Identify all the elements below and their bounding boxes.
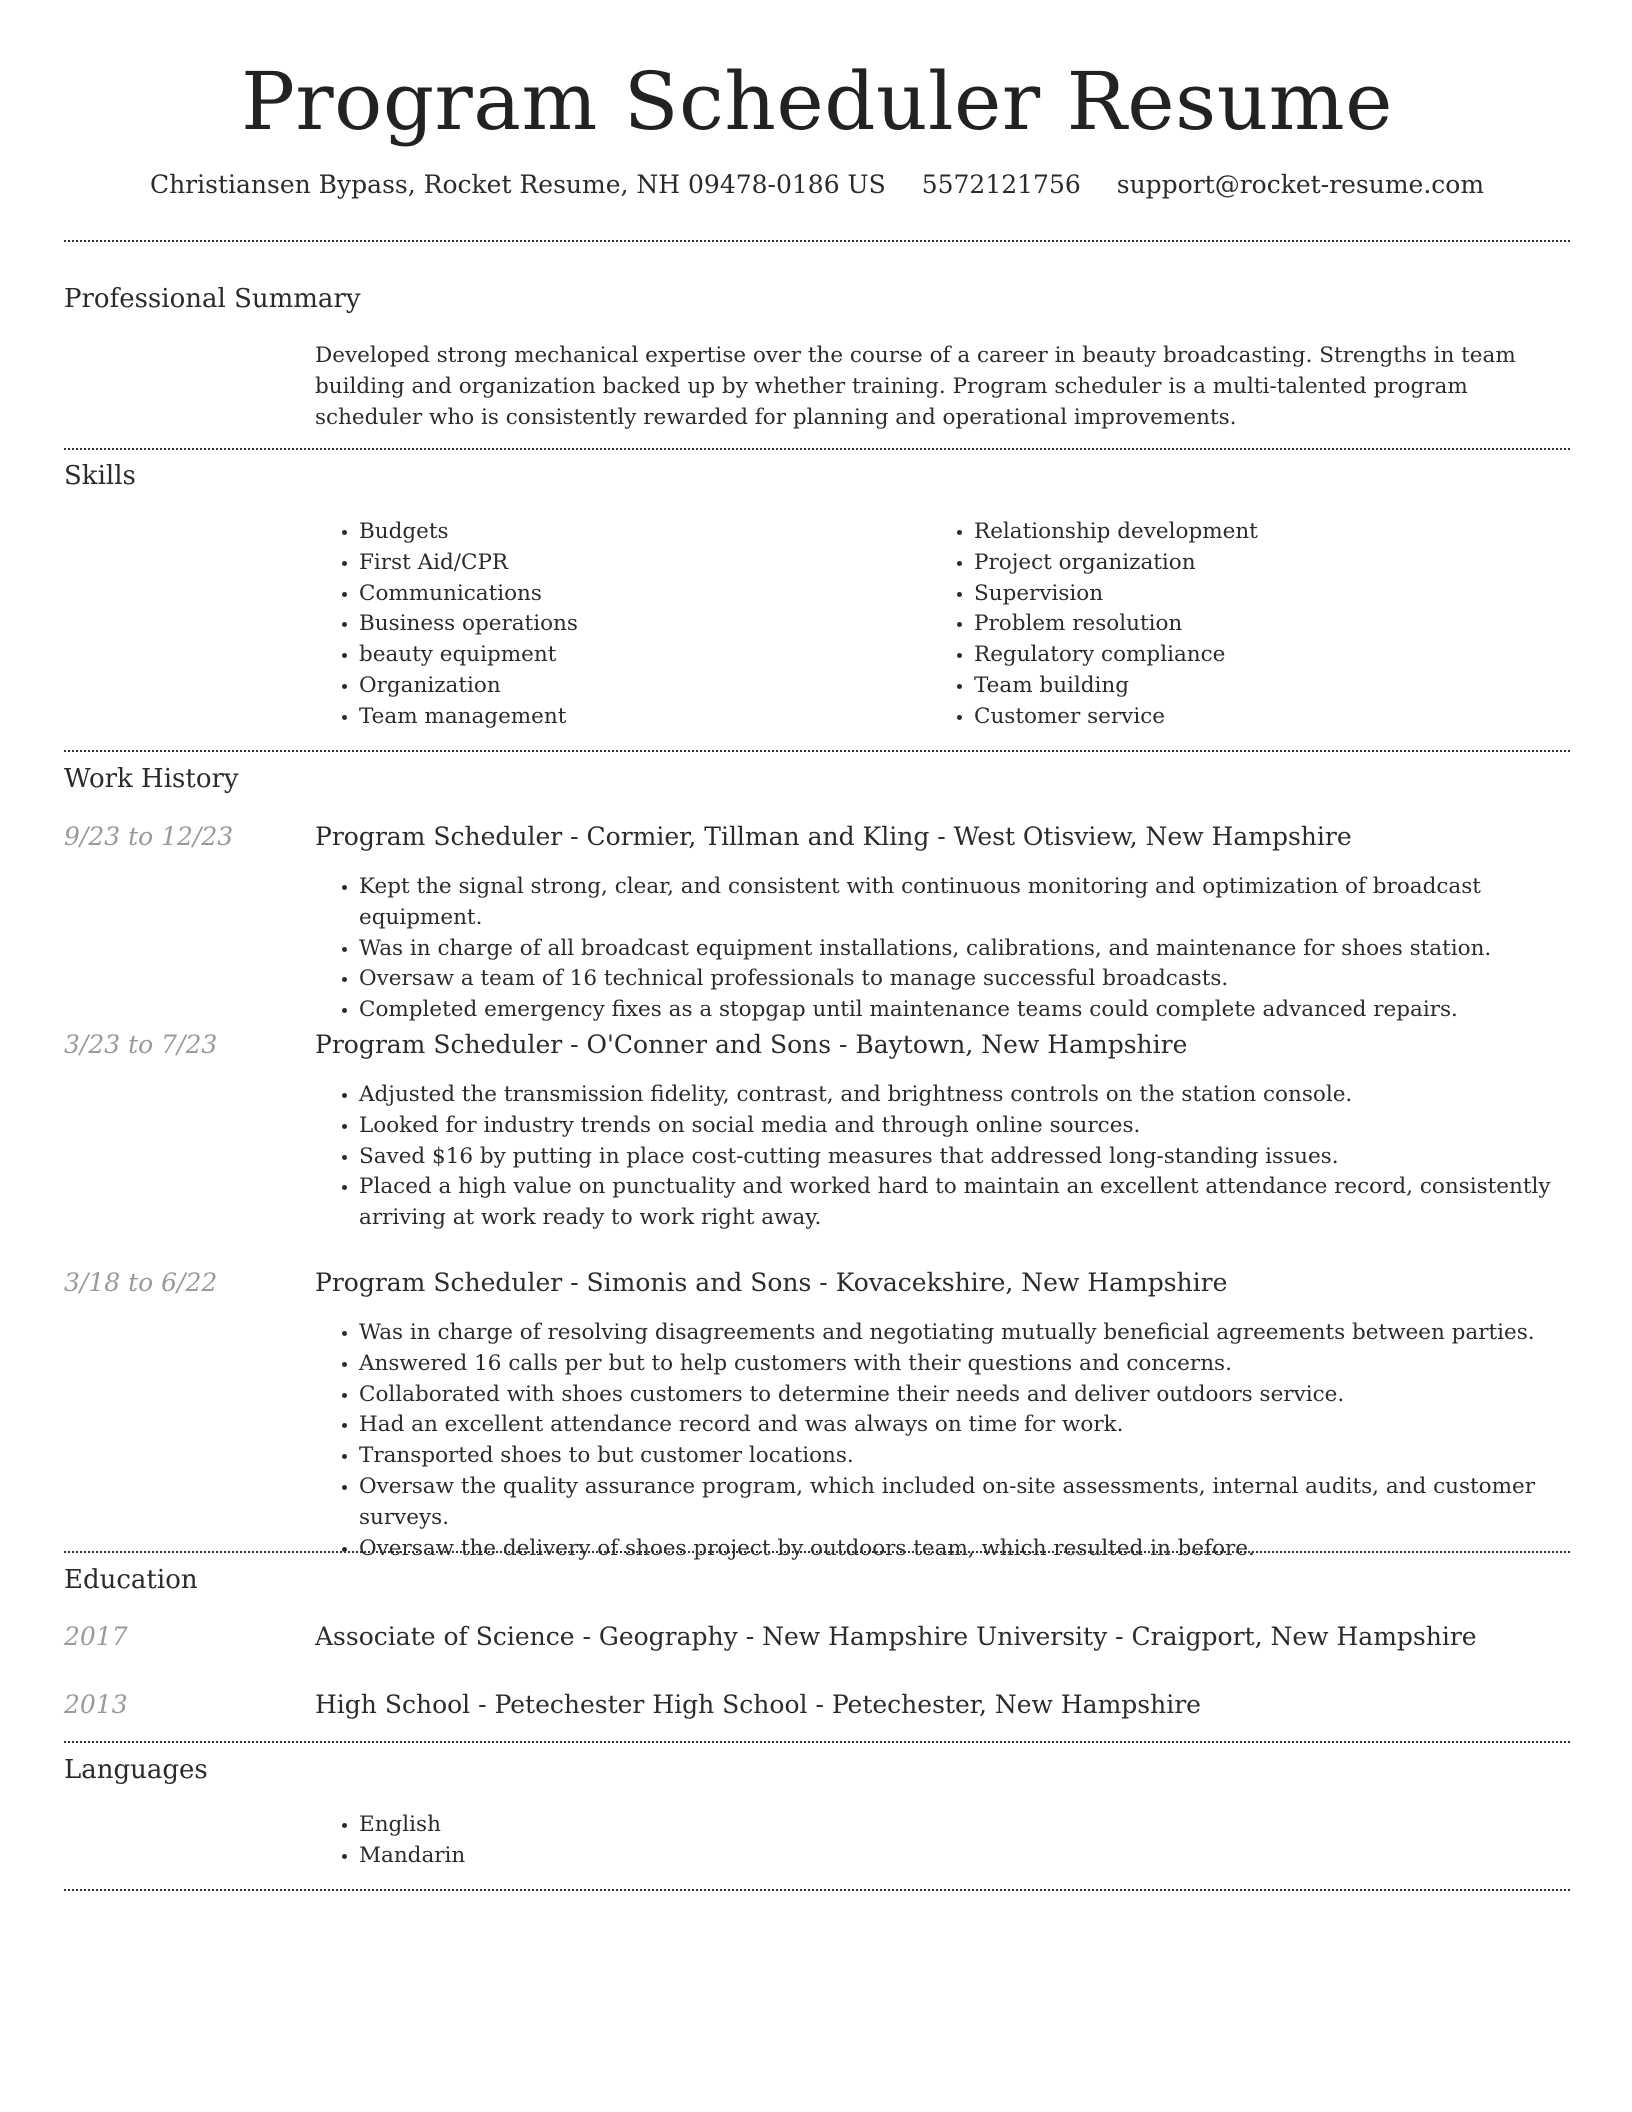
education-degree: High School (315, 1690, 471, 1719)
skill-item: • Communications (359, 579, 915, 610)
job-bullets (315, 1318, 1570, 1564)
education-entry (315, 1621, 1477, 1653)
job-bullets (315, 872, 1570, 1026)
education-degree: Associate of Science - Geography (315, 1622, 738, 1651)
job-bullet: • Collaborated with shoes customers to determine their needs and deliver outdoors service. (359, 1380, 1570, 1411)
languages-heading: Languages (64, 1755, 208, 1785)
job-bullet: • Saved $16 by putting in place cost-cutting measures that addressed long-standing issues. (359, 1142, 1570, 1173)
job-bullet: • Oversaw the quality assurance program, which included on-site assessments, internal audits, and customer surveys. (359, 1472, 1570, 1534)
job-bullet: • Had an excellent attendance record and was always on time for work. (359, 1410, 1570, 1441)
job-title: Program Scheduler - O'Conner and Sons - Baytown, New Hampshire (315, 1030, 1188, 1059)
divider (64, 240, 1570, 242)
divider (64, 1741, 1570, 1743)
job-dates: 3/23 to 7/23 (64, 1030, 218, 1059)
job-bullet: • Oversaw a team of 16 technical professionals to manage successful broadcasts. (359, 964, 1570, 995)
skill-item: • Regulatory compliance (974, 640, 1530, 671)
education-entry (315, 1689, 1201, 1721)
job-dates: 9/23 to 12/23 (64, 822, 234, 851)
education-heading: Education (64, 1565, 198, 1595)
job-bullet: • Was in charge of all broadcast equipment installations, calibrations, and maintenance for shoes station. (359, 934, 1570, 965)
skill-item: • First Aid/CPR (359, 548, 915, 579)
skill-item: • Relationship development (974, 517, 1530, 548)
contact-phone: 5572121756 (921, 170, 1081, 199)
education-year: 2013 (64, 1690, 128, 1719)
divider (64, 1551, 1570, 1553)
skill-item: • Supervision (974, 579, 1530, 610)
skill-item: • Project organization (974, 548, 1530, 579)
skill-item: • Budgets (359, 517, 915, 548)
resume-page (64, 0, 1570, 1868)
divider (64, 750, 1570, 752)
language-item: • Mandarin (359, 1841, 1570, 1872)
job-bullet: • Adjusted the transmission fidelity, contrast, and brightness controls on the station console. (359, 1080, 1570, 1111)
contact-email: support@rocket-resume.com (1116, 170, 1485, 199)
divider (64, 1889, 1570, 1891)
skill-item: • Business operations (359, 609, 915, 640)
skills-column-left (315, 517, 915, 733)
language-item: • English (359, 1810, 1570, 1841)
job-bullet: • Answered 16 calls per but to help customers with their questions and concerns. (359, 1349, 1570, 1380)
job-bullet: • Kept the signal strong, clear, and consistent with continuous monitoring and optimization of broadcast equipment. (359, 872, 1570, 934)
job-bullet: • Placed a high value on punctuality and worked hard to maintain an excellent attendance record, consistently arriving at work ready to work right away. (359, 1172, 1570, 1234)
job-dates: 3/18 to 6/22 (64, 1268, 218, 1297)
work-heading: Work History (64, 764, 239, 794)
summary-heading: Professional Summary (64, 284, 361, 314)
divider (64, 448, 1570, 450)
summary-text: Developed strong mechanical expertise over the course of a career in beauty broadcasting. Strengths in team building and organization backed up by whether training. Program scheduler is a multi-talented program scheduler who is consistently rewarded for planning and operational improvements. (315, 343, 1516, 430)
contact-address: Christiansen Bypass, Rocket Resume, NH 09478-0186 US (149, 170, 886, 199)
job-bullet: • Completed emergency fixes as a stopgap until maintenance teams could complete advanced repairs. (359, 995, 1570, 1026)
skills-heading: Skills (64, 461, 136, 491)
resume-title: Program Scheduler Resume (241, 55, 1393, 148)
skills-column-right (930, 517, 1530, 733)
skill-item: • beauty equipment (359, 640, 915, 671)
education-school: - New Hampshire University - Craigport, New Hampshire (737, 1622, 1477, 1651)
skill-item: • Team management (359, 702, 915, 733)
languages-list (315, 1810, 1570, 1872)
skill-item: • Customer service (974, 702, 1530, 733)
education-year: 2017 (64, 1622, 128, 1651)
job-bullet: • Transported shoes to but customer locations. (359, 1441, 1570, 1472)
skill-item: • Organization (359, 671, 915, 702)
skill-item: • Problem resolution (974, 609, 1530, 640)
education-school: - Petechester High School - Petechester, New Hampshire (470, 1690, 1201, 1719)
job-bullet: • Looked for industry trends on social media and through online sources. (359, 1111, 1570, 1142)
contact-line (64, 170, 1570, 200)
job-bullets (315, 1080, 1570, 1234)
job-bullet: • Was in charge of resolving disagreements and negotiating mutually beneficial agreements between parties. (359, 1318, 1570, 1349)
skill-item: • Team building (974, 671, 1530, 702)
job-bullet: • Oversaw the delivery of shoes project by outdoors team, which resulted in before. (359, 1534, 1570, 1565)
job-title: Program Scheduler - Simonis and Sons - Kovacekshire, New Hampshire (315, 1268, 1228, 1297)
job-title: Program Scheduler - Cormier, Tillman and Kling - West Otisview, New Hampshire (315, 822, 1352, 851)
